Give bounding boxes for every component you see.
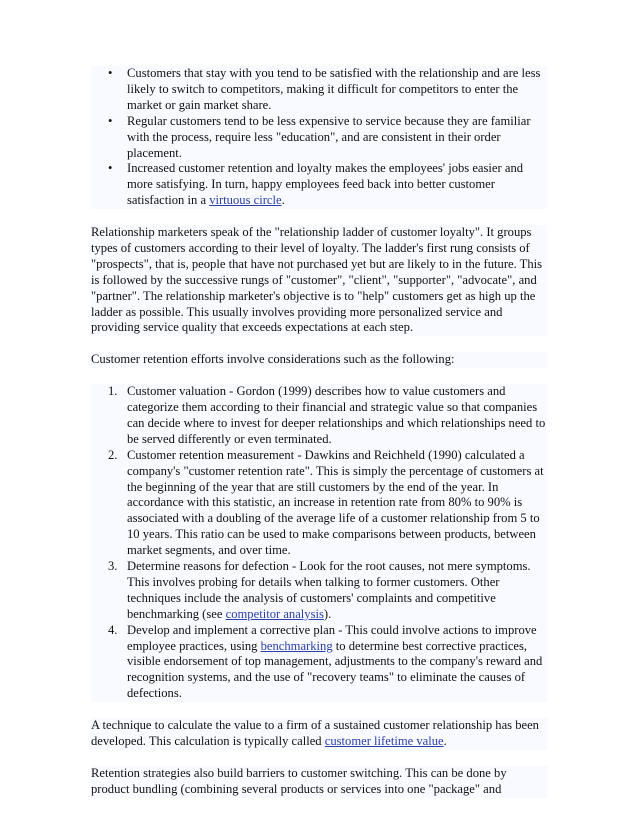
retention-efforts-list (91, 384, 547, 702)
customer-lifetime-value-link[interactable]: customer lifetime value (324, 734, 444, 748)
list-item: 3. Determine reasons for defection - Look for the root causes, not mere symptoms. This involves probing for details when talking to former customers. Other techniques include the analysis of customers' complaints and competitive benchmarking (see competitor analysis). (108, 559, 531, 621)
list-item: • Increased customer retention and loyalty makes the employees' jobs easier and more satisfying. In turn, happy employees feed back into better customer satisfaction in a virtuous circle. (108, 161, 524, 208)
virtuous-circle-link[interactable]: virtuous circle (209, 193, 282, 208)
bullet-icon: • (108, 66, 113, 80)
lifetime-value-paragraph: A technique to calculate the value to a firm of a sustained customer relationship has been developed. This calculation is typically called customer lifetime value. (91, 718, 547, 750)
efforts-paragraph: Customer retention efforts involve considerations such as the following: (91, 352, 547, 368)
benefits-bullet-list (91, 66, 547, 209)
benchmarking-link[interactable]: benchmarking (260, 638, 333, 653)
list-item: • Customers that stay with you tend to be satisfied with the relationship and are less likely to switch to competitors, making it difficult for competitors to enter the market or gain market share. (108, 66, 541, 112)
document-body (91, 66, 547, 798)
bullet-icon: • (108, 113, 113, 128)
bullet-icon: • (108, 161, 113, 176)
list-item: • Regular customers tend to be less expensive to service because they are familiar with the process, require less "education", and are consistent in their order placement. (108, 113, 531, 160)
competitor-analysis-link[interactable]: competitor analysis (225, 606, 324, 621)
list-item: 4. Develop and implement a corrective plan - This could involve actions to improve employee practices, using benchmarking to determine best corrective practices, visible endorsement of top management, adjustments to the company's reward and recognition systems, and the use of "recovery teams" to eliminate the causes of defections. (108, 622, 543, 701)
barriers-paragraph: Retention strategies also build barriers to customer switching. This can be done by product bundling (combining several products or services into one "package" and (91, 766, 547, 798)
list-item: 2. Customer retention measurement - Dawkins and Reichheld (1990) calculated a company's "customer retention rate". This is simply the percentage of customers at the beginning of the year that are still customers by the end of the year. In accordance with this statistic, an increase in retention rate from 80% to 90% is associated with a doubling of the average life of a customer relationship from 5 to 10 years. This ratio can be used to make comparisons between products, between market segments, and over time. (108, 447, 544, 558)
ladder-paragraph: Relationship marketers speak of the "relationship ladder of customer loyalty". It groups types of customers according to their level of loyalty. The ladder's first rung consists of "prospects", that is, people that have not purchased yet but are likely to in the future. This is followed by the successive rungs of "customer", "client", "supporter", "advocate", and "partner". The relationship marketer's objective is to "help" customers get as high up the ladder as possible. This usually involves providing more personalized service and providing service quality that exceeds expectations at each step. (91, 225, 547, 336)
list-item: 1. Customer valuation - Gordon (1999) describes how to value customers and categorize them according to their financial and strategic value so that companies can decide where to invest for deeper relationships and which relationships need to be served differently or even terminated. (108, 384, 546, 446)
